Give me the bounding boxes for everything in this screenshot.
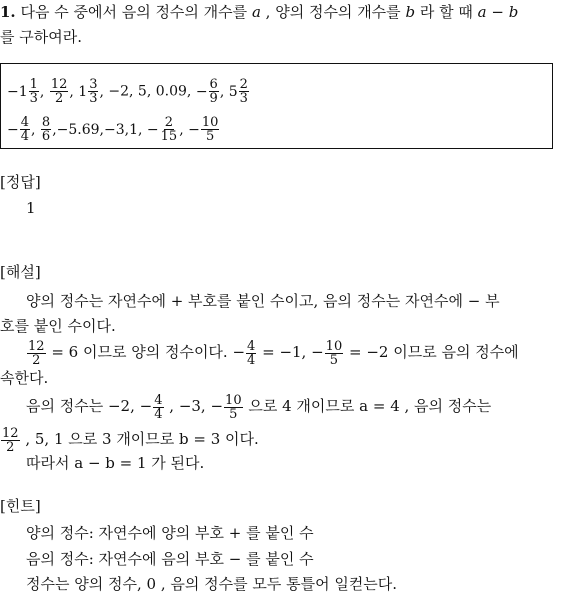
var-b: b (405, 3, 416, 21)
explanation-text: = −1, (262, 343, 307, 361)
answer-value: 1 (26, 199, 36, 217)
number-row-2 (7, 116, 220, 143)
number-item: $\frac{12}{2}$ , (50, 77, 79, 106)
fraction: $\frac{2}{15}$ (160, 115, 178, 144)
number-item: −1 $\frac{1}{3}$ , (7, 77, 49, 106)
explanation-text: = −2 이므로 음의 정수에 (349, 343, 519, 361)
explanation-text: , −3, (169, 397, 206, 415)
fraction: $\frac{10}{5}$ (201, 115, 219, 144)
explanation-heading: [해설] (0, 263, 41, 281)
number-item: − $\frac{2}{15}$ , (146, 115, 189, 144)
fraction: $\frac{10}{5}$ (325, 338, 343, 368)
hint-line-3: 정수는 양의 정수, 0 , 음의 정수를 모두 통틀어 일컫는다. (26, 575, 398, 593)
number-row-1 (7, 78, 250, 105)
hint-line-2: 음의 정수: 자연수에 음의 부호 − 를 붙인 수 (26, 550, 314, 568)
var-a: a (251, 3, 261, 21)
number-item: − $\frac{4}{4}$ , (7, 115, 40, 144)
answer-heading: [정답] (0, 173, 41, 191)
fraction: $\frac{2}{3}$ (239, 77, 248, 106)
number-item: − $\frac{10}{5}$ (188, 115, 219, 144)
fraction: $\frac{4}{4}$ (20, 115, 30, 144)
expression: a − b (477, 3, 519, 21)
fraction: $\frac{3}{3}$ (89, 77, 98, 106)
problem-number: 1. (0, 3, 16, 21)
problem-text-c: 라 할 때 (419, 3, 473, 21)
explanation-p1b: 호를 붙인 수이다. (0, 317, 116, 335)
explanation-p4 (0, 424, 259, 454)
explanation-text: = 6 이므로 양의 정수이다. (51, 343, 228, 361)
number-item: $\frac{8}{6}$ ,−5.69,−3,1, (41, 115, 147, 144)
plain-numbers: −2, 5, 0.09, (108, 83, 192, 100)
explanation-text: 음의 정수는 −2, (26, 397, 135, 415)
problem-line-1 (0, 2, 518, 22)
fraction: $\frac{1}{3}$ (29, 77, 38, 106)
fraction: $\frac{4}{4}$ (154, 392, 163, 422)
explanation-p1a: 양의 정수는 자연수에 + 부호를 붙인 수이고, 음의 정수는 자연수에 − 부 (26, 292, 500, 310)
number-item: 1 $\frac{3}{3}$ , (78, 77, 109, 106)
number-item: 5 $\frac{2}{3}$ (228, 77, 248, 106)
problem-text-b: , 양의 정수의 개수를 (265, 3, 401, 21)
explanation-p2b: 속한다. (0, 369, 49, 387)
problem-text: 다음 수 중에서 음의 정수의 개수를 (20, 3, 248, 21)
hint-heading: [힌트] (0, 497, 41, 515)
fraction: $\frac{4}{4}$ (247, 338, 256, 368)
explanation-text: , 5, 1 으로 3 개이므로 b = 3 이다. (25, 430, 259, 448)
fraction: $\frac{12}{2}$ (50, 77, 68, 106)
explanation-p5: 따라서 a − b = 1 가 된다. (26, 454, 205, 472)
number-item: − $\frac{6}{9}$ , (195, 77, 229, 106)
fraction: $\frac{12}{2}$ (28, 338, 45, 368)
fraction: $\frac{6}{9}$ (209, 77, 218, 106)
problem-line-2: 를 구하여라. (0, 28, 82, 46)
fraction: $\frac{8}{6}$ (41, 115, 51, 144)
fraction: $\frac{12}{2}$ (2, 425, 19, 455)
explanation-p3: 음의 정수는 −2, − $\frac{4}{4}$ , −3, − $\frac{10}{5}$ 으로 4 개이므로 a = 4 , 음의 정수는 (26, 392, 492, 422)
number-list-box (0, 63, 553, 149)
explanation-text: 으로 4 개이므로 a = 4 , 음의 정수는 (248, 397, 492, 415)
explanation-p2: $\frac{12}{2}$ = 6 이므로 양의 정수이다. − $\frac{4}{4}$ = −1, − $\frac{10}{5}$ = −2 이므로 음의 정수에 (28, 338, 519, 368)
hint-line-1: 양의 정수: 자연수에 양의 부호 + 를 붙인 수 (26, 524, 314, 542)
fraction: $\frac{10}{5}$ (225, 392, 242, 422)
